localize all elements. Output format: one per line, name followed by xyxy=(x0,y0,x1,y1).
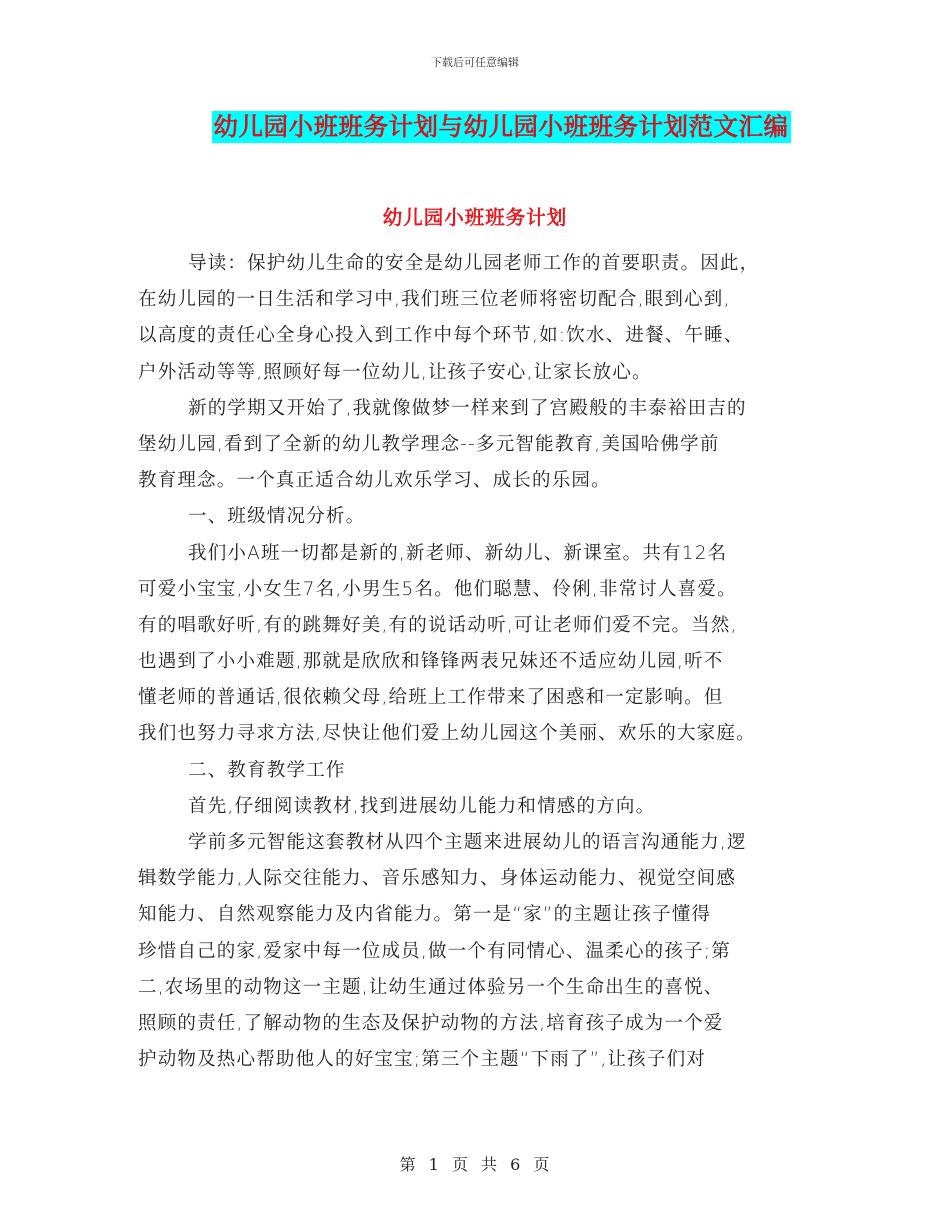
text-line: 我们也努力寻求方法,尽快让他们爱上幼儿园这个美丽、欢乐的大家庭。 xyxy=(138,723,756,745)
text-line: 也遇到了小小难题,那就是欣欣和锋锋两表兄妹还不适应幼儿园,听不 xyxy=(138,651,724,673)
text-line: 新的学期又开始了,我就像做梦一样来到了宫殿般的丰泰裕田吉的 xyxy=(188,397,747,419)
text-line: 可爱小宝宝,小女生7名,小男生5名。他们聪慧、伶俐,非常讨人喜爱。 xyxy=(138,578,737,600)
text-line: 导读：保护幼儿生命的安全是幼儿园老师工作的首要职责。因此， xyxy=(188,253,760,274)
text-line: 珍惜自己的家,爱家中每一位成员,做一个有同情心、温柔心的孩子;第 xyxy=(138,940,731,962)
text-line: 堡幼儿园,看到了全新的幼儿教学理念--多元智能教育,美国哈佛学前 xyxy=(138,433,720,455)
text-line: 知能力、自然观察能力及内省能力。第一是“家”的主题让孩子懂得 xyxy=(138,904,712,926)
text-line: 在幼儿园的一日生活和学习中,我们班三位老师将密切配合,眼到心到, xyxy=(138,289,731,311)
text-line: 二,农场里的动物这一主题,让幼生通过体验另一个生命出生的喜悦、 xyxy=(138,976,724,998)
text-line: 有的唱歌好听,有的跳舞好美,有的说话动听,可让老师们爱不完。当然, xyxy=(138,614,738,636)
text-line: 户外活动等等,照顾好每一位幼儿,让孩子安心,让家长放心。 xyxy=(138,361,652,383)
text-line: 照顾的责任,了解动物的生态及保护动物的方法,培育孩子成为一个爱 xyxy=(138,1012,724,1034)
body-text xyxy=(138,246,828,1078)
text-line: 首先,仔细阅读教材,找到进展幼儿能力和情感的方向。 xyxy=(188,795,656,817)
text-line: 护动物及热心帮助他人的好宝宝;第三个主题“下雨了”,让孩子们对 xyxy=(138,1049,706,1071)
text-line: 我们小A班一切都是新的,新老师、新幼儿、新课室。共有12名 xyxy=(188,542,728,564)
main-title: 幼儿园小班班务计划与幼儿园小班班务计划范文汇编 xyxy=(213,112,789,141)
text-line: 学前多元智能这套教材从四个主题来进展幼儿的语言沟通能力,逻 xyxy=(188,832,747,853)
text-line: 懂老师的普通话,很依赖父母,给班上工作带来了困惑和一定影响。但 xyxy=(138,687,724,709)
text-line: 教育理念。一个真正适合幼儿欢乐学习、成长的乐园。 xyxy=(138,470,611,492)
text-line: 二、教育教学工作 xyxy=(188,759,346,781)
page-footer: 第 1 页 共 6 页 xyxy=(399,1155,551,1174)
header-note: 下载后可任意编辑 xyxy=(431,56,519,69)
text-line: 一、班级情况分析。 xyxy=(188,506,366,528)
section-title: 幼儿园小班班务计划 xyxy=(382,206,568,229)
text-line: 辑数学能力,人际交往能力、音乐感知力、身体运动能力、视觉空间感 xyxy=(138,868,737,890)
text-line: 以高度的责任心全身心投入到工作中每个环节,如:饮水、进餐、午睡、 xyxy=(138,325,744,347)
main-title-container xyxy=(0,111,950,143)
